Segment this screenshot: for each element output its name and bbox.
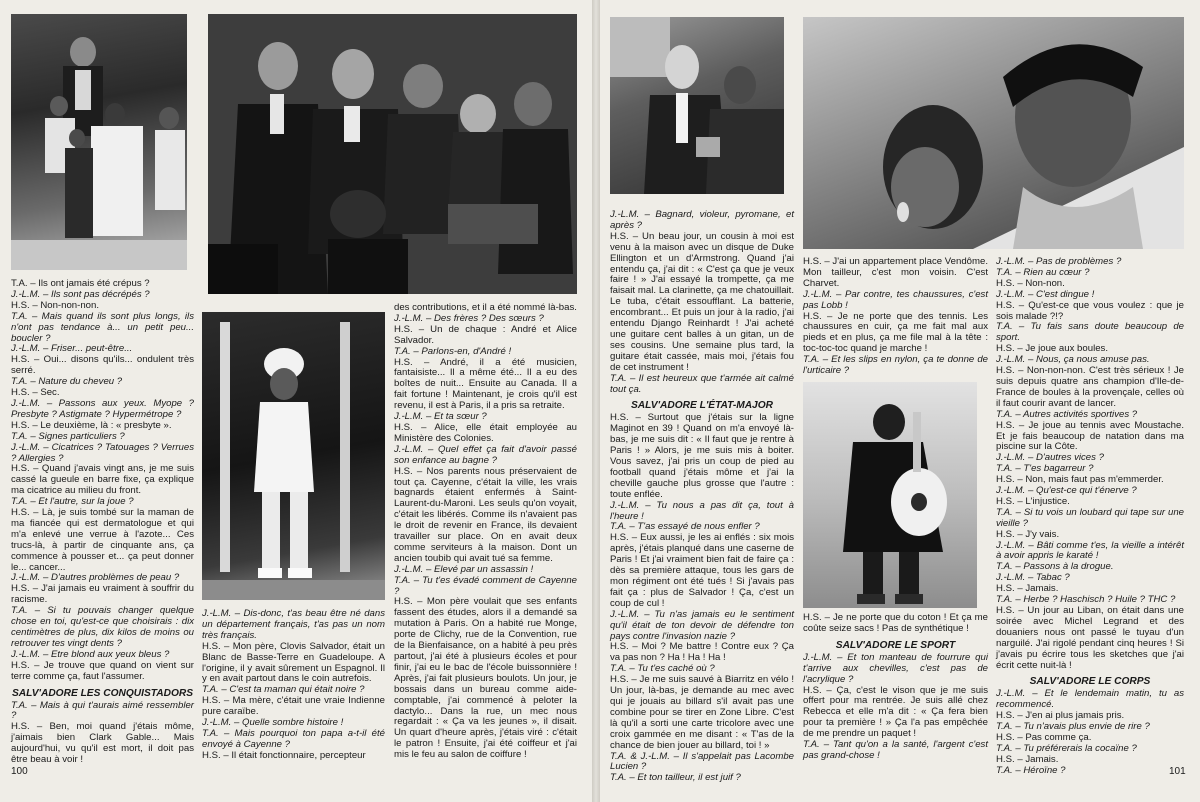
interview-paragraph: T.A. – Si tu vois un loubard qui tape sur une vieille ? <box>996 506 1184 529</box>
text-column-3 <box>394 303 577 761</box>
interview-paragraph: H.S. – Quand j'avais vingt ans, je me suis cassé la gueule en barre fixe, ça explique ma cicatrice au milieu du front. <box>11 463 194 497</box>
right-page <box>600 0 1200 802</box>
interview-paragraph: J.-L.M. – Bagnard, violeur, pyromane, et après ? <box>610 209 794 231</box>
section-heading: SALV'ADORE L'ÉTAT-MAJOR <box>631 400 773 412</box>
text-column-1 <box>11 279 194 766</box>
interview-paragraph: T.A. – Tant qu'on a la santé, l'argent c'est pas grand-chose ! <box>803 739 988 761</box>
interview-paragraph: H.S. – Qu'est-ce que vous voulez : que je sois malade ?!? <box>996 299 1184 322</box>
interview-paragraph: J.-L.M. – Ils sont pas décrépés ? <box>11 288 150 300</box>
interview-paragraph: T.A. – Nature du cheveu ? <box>11 376 123 388</box>
interview-paragraph: J.-L.M. – Friser... peut-être... <box>11 343 133 355</box>
interview-paragraph: H.S. – Non-non-non. <box>11 299 99 311</box>
interview-paragraph: H.S. – Je joue aux boules. <box>996 343 1108 355</box>
interview-paragraph: T.A. – C'est ta maman qui était noire ? <box>202 684 365 696</box>
interview-paragraph: H.S. – Pas comme ça. <box>996 732 1092 744</box>
interview-paragraph: H.S. – Il était fonctionnaire, percepteur <box>202 749 366 761</box>
interview-paragraph: H.S. – Jamais. <box>996 753 1059 765</box>
interview-paragraph: H.S. – Non, mais faut pas m'emmerder. <box>996 474 1164 486</box>
interview-paragraph: T.A. – Rien au cœur ? <box>996 266 1090 278</box>
two-men-photo <box>610 17 784 194</box>
interview-paragraph: H.S. – Le deuxième, là : « presbyte ». <box>11 419 172 431</box>
interview-paragraph: T.A. – Tu préférerais la cocaïne ? <box>996 742 1137 754</box>
interview-paragraph: T.A. – Si tu pouvais changer quelque chose en toi, qu'est-ce que choisirais : dix centimètres de plus, dix kilos de moins ou retrouver tes vingt dents ? <box>11 605 194 649</box>
interview-paragraph: H.S. – Eux aussi, je les ai enflés : six mois après, j'étais planqué dans une caserne de Paris ! Et j'ai vraiment bien fait de faire ça : dès sa première attaque, tous les gars de mon régiment ont été tués ! Si j'avais pas fait ça : plus de Salvador ! Ça, c'est un coup de cul ! <box>610 532 794 609</box>
interview-paragraph: H.S. – André, il a été musicien, fantaisiste... Il a même été... Il a eu des boîtes de nuit... Ensuite au Canada. Il a fait fortune ! Maintenant, je crois qu'il est revenu, il est à Paris, il a pris sa retraite. <box>394 356 577 412</box>
child-portrait-photo <box>202 312 385 600</box>
page-number-left: 100 <box>11 766 28 777</box>
interview-paragraph: T.A. – T'es bagarreur ? <box>996 463 1094 475</box>
interview-paragraph: H.S. – Mon père, Clovis Salvador, était un Blanc de Basse-Terre en Guadeloupe. A l'origine, il y avait sûrement un Espagnol. Il y en avait partout dans le coin autrefois. <box>202 640 385 685</box>
interview-paragraph: H.S. – Ça, c'est le vison que je me suis offert pour ma rentrée. Je suis allé chez Rebecca et elle m'a dit : « Ça fera bien pour ta première ! » Ça l'a pas empêchée de me prendre un paquet ! <box>803 684 988 740</box>
interview-paragraph: H.S. – J'ai un appartement place Vendôme. Mon tailleur, c'est mon voisin. C'est Charvet. <box>803 256 988 289</box>
interview-paragraph: des contributions, et il a été nommé là-bas. <box>394 302 577 313</box>
left-page <box>0 0 592 802</box>
interview-paragraph: H.S. – Sec. <box>11 387 60 399</box>
interview-paragraph: T.A. – T'as essayé de nous enfler ? <box>610 521 760 533</box>
interview-paragraph: T.A. – Parlons-en, d'André ! <box>394 345 512 357</box>
interview-paragraph: H.S. – Mon père voulait que ses enfants fassent des études, alors il a demandé sa mutation à Paris. On a habité rue Monge, porte de Clichy, rue de la Convention, rue de la Bienfaisance, on a habité à peu près partout, j'ai été à plusieurs écoles et pour finir, j'ai eu le bac de l'école buissonnière ! Après, j'ai fait plusieurs boulots. Un jour, je bossais dans un bureau comme aide-comptable, j'ai commencé à peloter la dactylo... Dans la rue, un mec nous regardait : « Ça va les jeunes », il disait. Un quart d'heure après, j'étais viré : c'était le patron ! Ensuite, j'ai été coiffeur et j'ai mis le feu au salon de coiffure ! <box>394 596 577 761</box>
interview-paragraph: T.A. – Mais quand ils sont plus longs, ils n'ont pas tendance à... un petit peu... boucler ? <box>11 310 194 344</box>
interview-paragraph: J.-L.M. – Tabac ? <box>996 572 1070 584</box>
interview-paragraph: T.A. – Héroïne ? <box>996 764 1066 776</box>
interview-paragraph: T.A. – Tu n'avais plus envie de rire ? <box>996 721 1150 733</box>
interview-paragraph: H.S. – Un de chaque : André et Alice Salvador. <box>394 323 577 346</box>
interview-paragraph: J.-L.M. – Et le lendemain matin, tu as recommencé. <box>996 688 1184 711</box>
interview-paragraph: H.S. – Moi ? Me battre ! Contre eux ? Ça va pas non ? Ha ! Ha ! Ha ! <box>610 641 794 664</box>
interview-paragraph: H.S. – L'injustice. <box>996 495 1070 507</box>
interview-paragraph: J.-L.M. – C'est dingue ! <box>996 288 1095 300</box>
interview-paragraph: J.-L.M. – Elevé par un assassin ! <box>394 563 534 575</box>
interview-paragraph: T.A. – Herbe ? Haschisch ? Huile ? THC ? <box>996 594 1176 606</box>
interview-paragraph: J.-L.M. – Tu n'as jamais eu le sentiment qu'il était de ton devoir de défendre ton pays contre l'invasion nazie ? <box>610 608 794 642</box>
interview-paragraph: T.A. – Tu fais sans doute beaucoup de sport. <box>996 321 1184 344</box>
interview-paragraph: H.S. – Jamais. <box>996 583 1059 595</box>
section-heading: SALV'ADORE LES CONQUISTADORS <box>11 687 194 699</box>
interview-paragraph: H.S. – Là, je suis tombé sur la maman de ma fiancée qui est dermatologue et qui m'a enlevé une verrue à l'azote... Ces trucs-là, à partir de cinquante ans, ça commence à pousser et... ça peut donner le... cancer... <box>11 507 194 573</box>
interview-paragraph: J.-L.M. – D'autres vices ? <box>996 452 1104 464</box>
interview-paragraph: J.-L.M. – Etre blond aux yeux bleus ? <box>11 648 170 660</box>
interview-paragraph: J.-L.M. – D'autres problèmes de peau ? <box>11 572 180 584</box>
section-heading: SALV'ADORE LE SPORT <box>835 639 956 651</box>
interview-paragraph: H.S. – Alice, elle était employée au Ministère des Colonies. <box>394 421 577 444</box>
text-column-6 <box>996 257 1184 777</box>
interview-paragraph: J.-L.M. – Et ta sœur ? <box>394 411 487 423</box>
page-number-right: 101 <box>1169 766 1186 777</box>
interview-paragraph: J.-L.M. – Quel effet ça fait d'avoir passé son enfance au bagne ? <box>394 443 577 466</box>
text-column-5-bottom <box>803 613 988 762</box>
interview-paragraph: T.A. – Et l'autre, sur la joue ? <box>11 496 134 508</box>
guitar-player-photo <box>803 382 977 608</box>
interview-paragraph: J.-L.M. – Cicatrices ? Tatouages ? Verrues ? Allergies ? <box>11 441 194 464</box>
interview-paragraph: H.S. – Je me suis sauvé à Biarritz en vélo ! Un jour, là-bas, je demande au mec avec qui je jouais au billard s'il avait pas une combine pour se tirer en Zone Libre. C'est là qu'il a sorti une carte tricolore avec une croix gammée en me disant : « T'as de la chance de bien jouer au billard, toi ! » <box>610 674 794 751</box>
interview-paragraph: T.A. – Autres activités sportives ? <box>996 408 1138 420</box>
text-column-4 <box>610 210 794 784</box>
interview-paragraph: J.-L.M. – Des frères ? Des sœurs ? <box>394 312 544 324</box>
interview-paragraph: H.S. – Je joue au tennis avec Moustache. Et je fais beaucoup de natation dans ma piscine sur la Côte. <box>996 419 1184 453</box>
interview-paragraph: H.S. – J'en ai plus jamais pris. <box>996 710 1125 722</box>
interview-paragraph: J.-L.M. – Pas de problèmes ? <box>996 256 1122 267</box>
text-column-5 <box>803 257 988 377</box>
interview-paragraph: H.S. – Non-non-non. C'est très sérieux ! Je suis depuis quatre ans champion d'Ile-de-France de boules à la provençale, celles où il faut courir avant de lancer. <box>996 365 1184 409</box>
interview-paragraph: T.A. – Passons à la drogue. <box>996 561 1114 573</box>
interview-paragraph: H.S. – Un jour au Liban, on était dans une soirée avec Michel Legrand et des douaniers nous ont passé le tuyau d'un narguilé. J'ai rigolé pendant cinq heures ! Si j'avais pu écrire tous les sketches que j'ai écrit cette nuit-là ! <box>996 605 1184 671</box>
interview-paragraph: H.S. – J'ai jamais eu vraiment à souffrir du racisme. <box>11 583 194 606</box>
interview-paragraph: J.-L.M. – Passons aux yeux. Myope ? Presbyte ? Astigmate ? Hypermétrope ? <box>11 397 194 420</box>
interview-paragraph: H.S. – Je trouve que quand on vient sur terre comme ça, faut l'assumer. <box>11 659 194 682</box>
interview-paragraph: J.-L.M. – Tu nous a pas dit ça, tout à l'heure ! <box>610 499 794 522</box>
interview-paragraph: T.A. – Et les slips en nylon, ça te donne de l'urticaire ? <box>803 354 988 377</box>
interview-paragraph: T.A. – Mais à qui t'aurais aimé ressembler ? <box>11 699 194 722</box>
interview-paragraph: H.S. – Ma mère, c'était une vraie Indienne pure caraïbe. <box>202 695 385 718</box>
interview-paragraph: J.-L.M. – Nous, ça nous amuse pas. <box>996 354 1150 366</box>
interview-paragraph: H.S. – Un beau jour, un cousin à moi est venu à la maison avec un disque de Duke Ellington et un d'Armstrong. Quand j'ai entendu ça, j'ai dit : « C'est ça que je veux faire ! » J'ai essayé la trompette, ça me faisait mal. La clarinette, ça me chatouillait. Le tuba, c'était essoufflant. La batterie, encombrant... Et puis un jour à la radio, j'ai entendu Django Reinhardt ! J'ai acheté une guitare cent balles à un gitan, un de ses cousins. Une semaine plus tard, la guitare était cassée, mais moi, j'étais fou de cet instrument ! <box>610 230 794 373</box>
couple-embrace-photo <box>803 17 1184 249</box>
interview-paragraph: T.A. – Tu t'es évadé comment de Cayenne ? <box>394 574 577 597</box>
interview-paragraph: T.A. – Mais pourquoi ton papa a-t-il été envoyé à Cayenne ? <box>202 727 385 750</box>
interview-paragraph: J.-L.M. – Bâti comme t'es, la vieille a intérêt à avoir appris le karaté ! <box>996 539 1184 562</box>
interview-paragraph: T.A. – Tu t'es caché où ? <box>610 663 715 675</box>
interview-paragraph: T.A. – Signes particuliers ? <box>11 430 125 442</box>
text-column-2 <box>202 609 385 762</box>
interview-paragraph: J.-L.M. – Dis-donc, t'as beau être né dans un département français, t'as pas un nom très français. <box>202 608 385 641</box>
group-party-photo <box>208 14 577 294</box>
interview-paragraph: H.S. – Non-non. <box>996 277 1065 289</box>
interview-paragraph: H.S. – Je ne porte que des tennis. Les chaussures en cuir, ça me fait mal aux pieds et en plus, ça me file mal à la tête : toc-toc-toc quand je marche ! <box>803 310 988 355</box>
interview-paragraph: H.S. – Je ne porte que du coton ! Et ça me coûte seize sacs ! Pas de synthétique ! <box>803 612 988 634</box>
interview-paragraph: H.S. – Oui... disons qu'ils... ondulent très serré. <box>11 354 194 377</box>
interview-paragraph: H.S. – Ben, moi quand j'étais môme, j'aimais bien Clark Gable... Mais aujourd'hui, vu qu'il est mort, il doit pas être beau à voir ! <box>11 721 194 766</box>
interview-paragraph: J.-L.M. – Quelle sombre histoire ! <box>202 717 344 729</box>
interview-paragraph: T.A. – Et ton tailleur, il est juif ? <box>610 772 741 784</box>
interview-paragraph: H.S. – J'y vais. <box>996 528 1060 540</box>
interview-paragraph: T.A. & J.-L.M. – Il s'appelait pas Lacombe Lucien ? <box>610 750 794 773</box>
interview-paragraph: J.-L.M. – Et ton manteau de fourrure qui t'arrive aux chevilles, c'est pas de l'acrylique ? <box>803 651 988 685</box>
interview-paragraph: T.A. – Ils ont jamais été crépus ? <box>11 278 150 289</box>
family-portrait-photo <box>11 14 187 270</box>
interview-paragraph: J.-L.M. – Par contre, tes chaussures, c'est pas Lobb ! <box>803 288 988 311</box>
interview-paragraph: J.-L.M. – Qu'est-ce qui t'énerve ? <box>996 485 1137 497</box>
interview-paragraph: T.A. – Il est heureux que t'armée ait calmé tout ça. <box>610 372 794 395</box>
page-gutter <box>592 0 600 802</box>
interview-paragraph: H.S. – Nos parents nous préservaient de tout ça. Cayenne, c'était la ville, les vrais bagnards étaient enfermés à Saint-Laurent-du-Maroni. Les seuls qu'on voyait, c'était les libérés. Comme ils n'avaient pas le droit de revenir en France, ils devaient travailler sur place. On en avait deux comme serviteurs à la maison. Dont un ancien toubib qui avait tué sa femme. <box>394 465 577 564</box>
section-heading: SALV'ADORE LE CORPS <box>1029 676 1151 688</box>
interview-paragraph: H.S. – Surtout que j'étais sur la ligne Maginot en 39 ! Quand on m'a envoyé là-bas, je me suis dit : « Il faut que je rentre à Paris ! » Alors, je me suis mis à boiter. Vous savez, j'ai pris un coup de pied au football quand j'étais môme et j'ai la cheville gauche plus grosse que l'autre : toute enflée. <box>610 412 794 500</box>
